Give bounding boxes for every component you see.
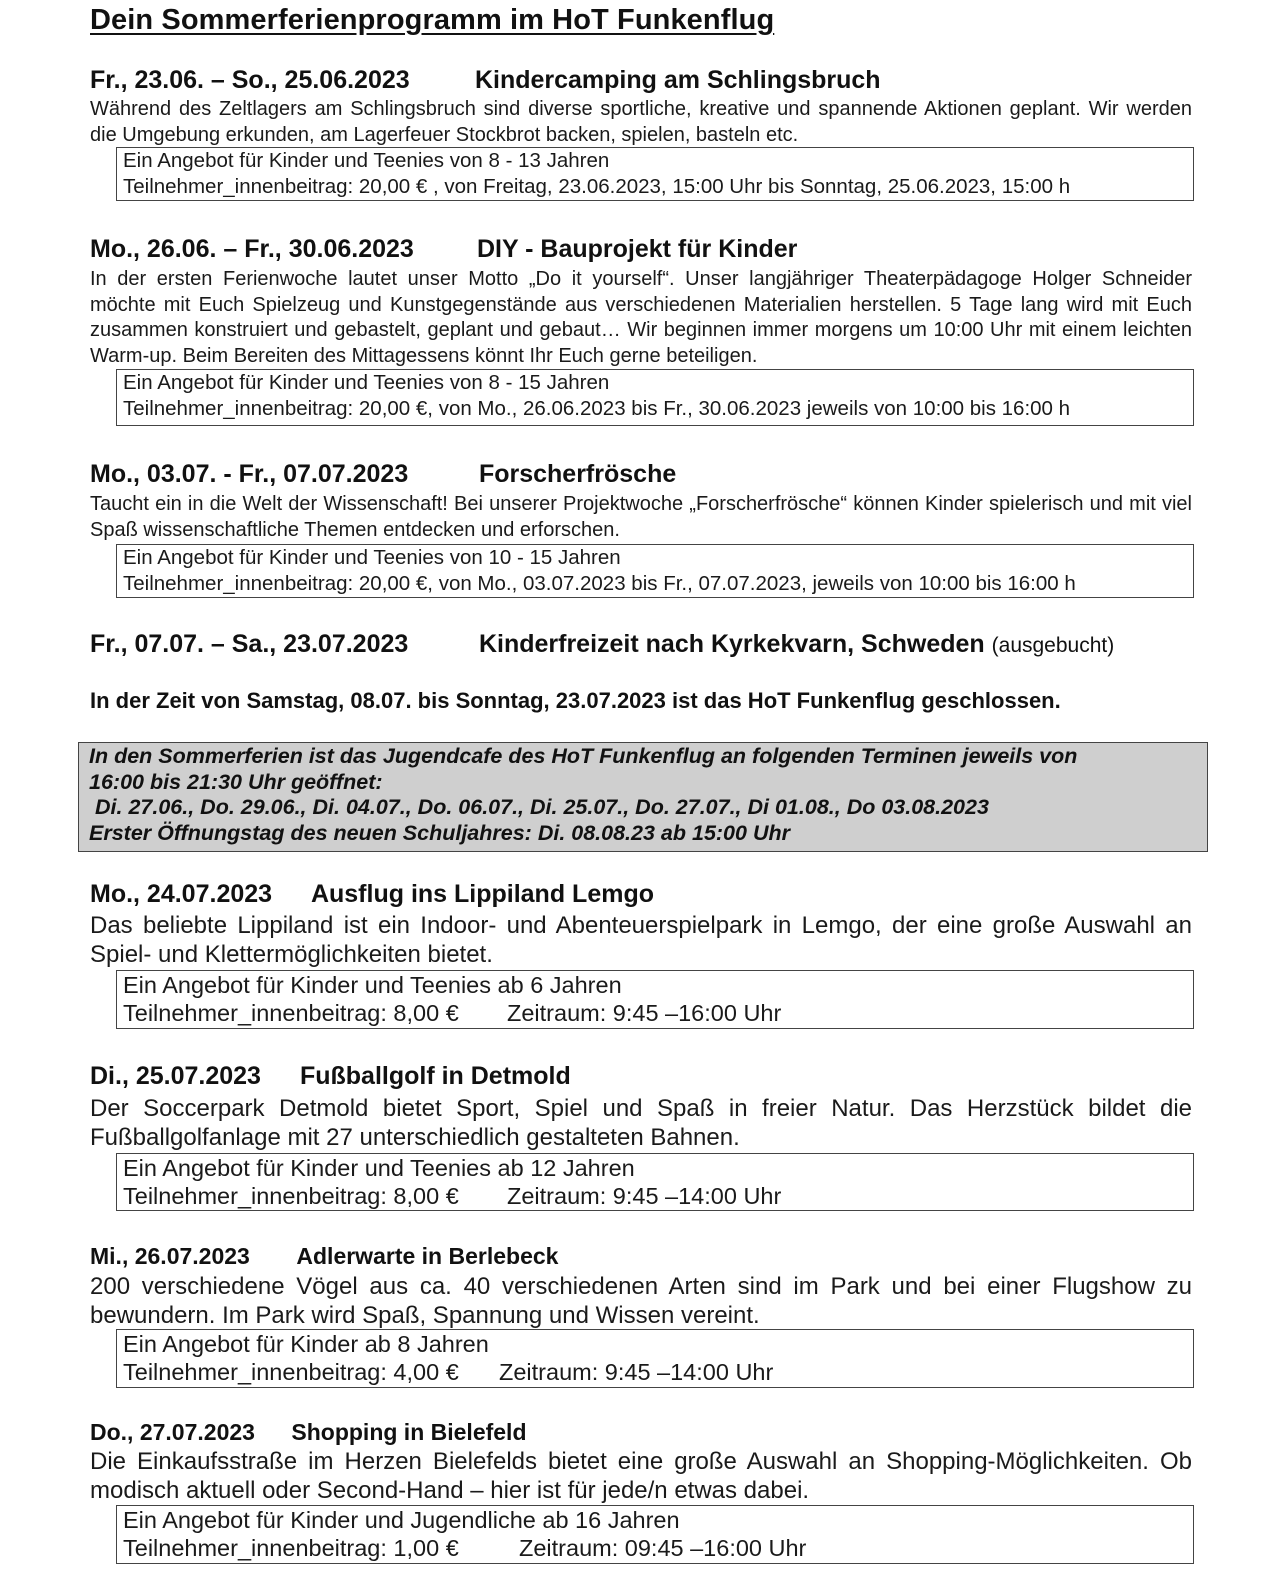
event-description: 200 verschiedene Vögel aus ca. 40 verschiedenen Arten sind im Park und bei einer Flugshow zu bewundern. Im Park wird Spaß, Spannung und Wissen vereint.	[90, 1273, 1192, 1329]
event-info-box	[116, 970, 1194, 1029]
event-name: Ausflug ins Lippiland Lemgo	[310, 880, 654, 908]
event-fee: Teilnehmer_innenbeitrag: 20,00 € , von Freitag, 23.06.2023, 15:00 Uhr bis Sonntag, 25.06.2023, 15:00 h	[123, 175, 1071, 198]
event-description: Die Einkaufsstraße im Herzen Bielefelds bietet eine große Auswahl an Shopping-Möglichkeiten. Ob modisch aktuell oder Second-Hand – hier ist für jede/n etwas dabei.	[90, 1448, 1192, 1504]
event-offer: Ein Angebot für Kinder und Teenies ab 12 Jahren	[123, 1155, 635, 1181]
cafe-notice-line: 16:00 bis 21:30 Uhr geöffnet:	[89, 769, 383, 794]
event-info-box	[116, 1329, 1194, 1388]
event-name: DIY - Bauprojekt für Kinder	[476, 235, 798, 263]
event-offer: Ein Angebot für Kinder und Jugendliche ab 16 Jahren	[123, 1507, 680, 1533]
event-description: Das beliebte Lippiland ist ein Indoor- und Abenteuerspielpark in Lemgo, der eine große Auswahl an Spiel- und Klettermöglichkeiten bietet.	[90, 912, 1192, 968]
event-heading	[90, 630, 1114, 659]
event-heading	[90, 1062, 571, 1091]
event-info-box	[116, 1153, 1194, 1211]
event-name: Kindercamping am Schlingsbruch	[474, 66, 881, 94]
event-name: Kinderfreizeit nach Kyrkekvarn, Schweden	[478, 630, 985, 658]
event-description: Während des Zeltlagers am Schlingsbruch sind diverse sportliche, kreative und spannende Aktionen geplant. Wir werden die Umgebung erkunden, am Lagerfeuer Stockbrot backen, spielen, basteln etc.	[90, 98, 1192, 146]
event-name: Shopping in Bielefeld	[291, 1419, 527, 1445]
event-date: Do., 27.07.2023	[90, 1419, 255, 1445]
event-heading	[90, 235, 797, 264]
cafe-notice-line: Erster Öffnungstag des neuen Schuljahres: Di. 08.08.23 ab 15:00 Uhr	[89, 820, 790, 845]
event-fee: Teilnehmer_innenbeitrag: 4,00 €	[123, 1359, 459, 1385]
event-date: Di., 25.07.2023	[90, 1062, 261, 1090]
event-info-box	[116, 1505, 1194, 1564]
event-name: Adlerwarte in Berlebeck	[296, 1243, 559, 1269]
event-name: Forscherfrösche	[478, 460, 677, 488]
event-name: Fußballgolf in Detmold	[299, 1062, 571, 1090]
cafe-dates-line: Di. 27.06., Do. 29.06., Di. 04.07., Do. 06.07., Di. 25.07., Do. 27.07., Di 01.08., Do 03.08.2023	[95, 795, 989, 819]
event-date: Mi., 26.07.2023	[90, 1243, 250, 1269]
event-fee: Teilnehmer_innenbeitrag: 8,00 €	[123, 1000, 459, 1026]
event-time: Zeitraum: 9:45 –16:00 Uhr	[507, 1000, 782, 1026]
event-offer: Ein Angebot für Kinder und Teenies von 8 - 13 Jahren	[123, 149, 610, 172]
event-offer: Ein Angebot für Kinder und Teenies von 8 - 15 Jahren	[123, 371, 610, 394]
event-info-box	[116, 369, 1194, 426]
event-time: Zeitraum: 9:45 –14:00 Uhr	[499, 1359, 774, 1385]
event-info-box	[116, 544, 1194, 598]
event-offer: Ein Angebot für Kinder und Teenies von 10 - 15 Jahren	[123, 546, 621, 569]
event-note: (ausgebucht)	[991, 634, 1115, 657]
event-date: Fr., 07.07. – Sa., 23.07.2023	[90, 630, 409, 658]
event-fee: Teilnehmer_innenbeitrag: 20,00 €, von Mo., 26.06.2023 bis Fr., 30.06.2023 jeweils von 10:00 bis 16:00 h	[123, 397, 1071, 420]
event-info-box	[116, 147, 1194, 201]
event-heading	[90, 66, 881, 95]
cafe-notice-line: In den Sommerferien ist das Jugendcafe des HoT Funkenflug an folgenden Terminen jeweils von	[89, 744, 1078, 768]
event-heading	[90, 1243, 558, 1270]
event-heading	[90, 880, 654, 909]
event-heading	[90, 1419, 527, 1446]
event-description: Der Soccerpark Detmold bietet Sport, Spiel und Spaß in freier Natur. Das Herzstück bildet die Fußballgolfanlage mit 27 unterschiedlich gestalteten Bahnen.	[90, 1095, 1192, 1151]
event-time: Zeitraum: 09:45 –16:00 Uhr	[519, 1535, 807, 1561]
event-description: In der ersten Ferienwoche lautet unser Motto „Do it yourself“. Unser langjähriger Theaterpädagoge Holger Schneider möchte mit Euch Spielzeug und Kunstgegenstände aus verschiedenen Materialien herstellen. 5 Tage lang wird mit Euch zusammen konstruiert und gebastelt, geplant und gebaut… Wir beginnen immer morgens um 10:00 Uhr mit einem leichten Warm-up. Beim Bereiten des Mittagessens könnt Ihr Euch gerne beteiligen.	[90, 268, 1192, 367]
event-heading	[90, 460, 676, 489]
event-date: Fr., 23.06. – So., 25.06.2023	[90, 66, 410, 94]
event-offer: Ein Angebot für Kinder und Teenies ab 6 Jahren	[123, 972, 622, 998]
closure-notice: In der Zeit von Samstag, 08.07. bis Sonntag, 23.07.2023 ist das HoT Funkenflug geschlossen.	[90, 688, 1061, 713]
event-fee: Teilnehmer_innenbeitrag: 8,00 €	[123, 1183, 459, 1209]
event-description: Taucht ein in die Welt der Wissenschaft! Bei unserer Projektwoche „Forscherfrösche“ können Kinder spielerisch und mit viel Spaß wissenschaftliche Themen entdecken und erforschen.	[90, 493, 1192, 541]
event-offer: Ein Angebot für Kinder ab 8 Jahren	[123, 1331, 489, 1357]
event-fee: Teilnehmer_innenbeitrag: 1,00 €	[123, 1535, 459, 1561]
event-time: Zeitraum: 9:45 –14:00 Uhr	[507, 1183, 782, 1209]
event-date: Mo., 03.07. - Fr., 07.07.2023	[90, 460, 409, 488]
event-fee: Teilnehmer_innenbeitrag: 20,00 €, von Mo., 03.07.2023 bis Fr., 07.07.2023, jeweils von 10:00 bis 16:00 h	[123, 572, 1076, 595]
event-date: Mo., 26.06. – Fr., 30.06.2023	[90, 235, 414, 263]
page-title: Dein Sommerferienprogramm im HoT Funkenflug	[90, 4, 775, 36]
event-date: Mo., 24.07.2023	[90, 880, 273, 908]
cafe-notice-box	[78, 742, 1208, 852]
